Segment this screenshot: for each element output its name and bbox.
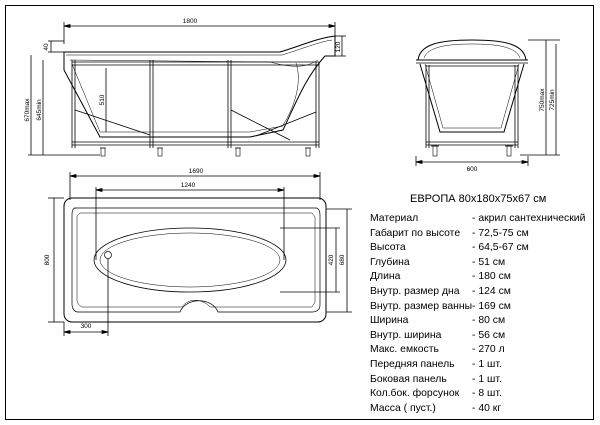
side-inner-depth-dim: 510 (99, 94, 106, 106)
spec-value: - акрил сантехнический (472, 213, 586, 224)
spec-label: Кол.бок. форсунок (370, 388, 460, 400)
spec-value: - 270 л (472, 344, 505, 356)
top-view (48, 172, 352, 336)
spec-label: Материал (370, 213, 419, 224)
side-height-min-dim: 645min (36, 99, 43, 121)
spec-label: Глубина (370, 256, 410, 268)
end-width-dim: 600 (466, 166, 478, 173)
spec-value: - 51 см (472, 256, 506, 268)
side-view (28, 22, 346, 156)
spec-label: Передняя панель (370, 358, 455, 370)
end-height-min-dim: 725min (549, 89, 556, 111)
spec-label: Внутр. размер ванны (370, 300, 473, 312)
top-drain-offset-dim: 300 (80, 323, 92, 330)
spec-value: - 40 кг (472, 402, 502, 414)
top-width-dim: 800 (44, 254, 51, 266)
side-height-max-dim: 670max (24, 98, 31, 122)
spec-label: Габарит по высоте (370, 227, 461, 239)
spec-label: Макс. емкость (370, 344, 439, 356)
spec-value: - 64,5-67 см (472, 242, 529, 254)
spec-value: - 72,5-75 см (472, 227, 529, 239)
spec-label: Внутр. ширина (370, 329, 442, 341)
spec-label: Масса ( пуст.) (370, 402, 436, 414)
top-bottom-length-dim: 1240 (180, 182, 196, 189)
spec-value: - 8 шт. (472, 388, 502, 400)
spec-value: - 124 см (472, 285, 511, 297)
side-rim-dim: 40 (43, 43, 50, 51)
spec-value: - 1 шт. (472, 358, 502, 370)
spec-label: Высота (370, 242, 406, 254)
spec-value: - 180 см (472, 271, 511, 283)
spec-label: Длина (370, 271, 401, 283)
spec-value: - 56 см (472, 329, 506, 341)
side-width-dim: 1800 (182, 18, 198, 25)
spec-label: Боковая панель (370, 373, 447, 385)
side-head-rim-dim: 120 (335, 41, 342, 53)
spec-label: Ширина (370, 315, 409, 327)
spec-value: - 1 шт. (472, 373, 502, 385)
spec-label: Внутр. размер дна (370, 285, 460, 297)
spec-value: - 80 см (472, 315, 506, 327)
top-bottom-width-dim: 420 (328, 254, 335, 266)
frame-feet (100, 148, 311, 156)
end-height-max-dim: 750max (539, 88, 546, 112)
spec-value: - 169 см (472, 300, 511, 312)
top-outer-length-dim: 1690 (188, 168, 204, 175)
model-title: ЕВРОПА 80х180х75х67 см (410, 193, 547, 205)
top-inner-width-dim: 680 (339, 254, 346, 266)
drain-icon (105, 252, 112, 259)
